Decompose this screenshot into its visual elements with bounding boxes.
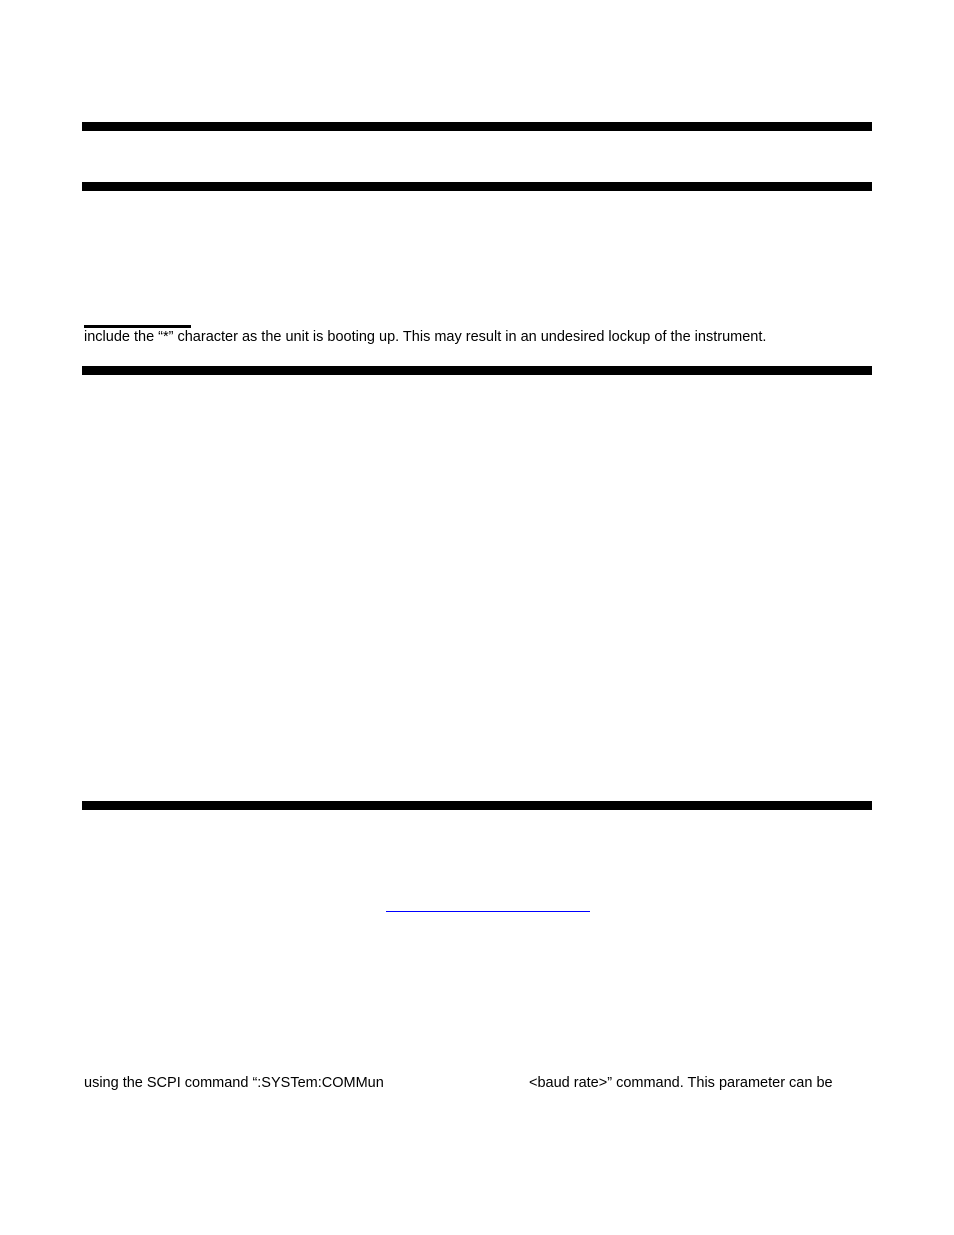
scpi-command-text-start: using the SCPI command “:SYSTem:COMMun [84, 1075, 384, 1091]
section-rule-after-caution [82, 366, 872, 375]
scpi-command-text-end: <baud rate>” command. This parameter can be [529, 1075, 833, 1091]
section-rule-top [82, 122, 872, 131]
section-rule-header-bottom [82, 182, 872, 191]
section-rule-lower [82, 801, 872, 810]
hyperlink-underline[interactable] [386, 911, 590, 912]
caution-label-rule [84, 325, 191, 328]
caution-text: include the “*” character as the unit is booting up. This may result in an undesired lockup of the instrument. [84, 329, 767, 345]
